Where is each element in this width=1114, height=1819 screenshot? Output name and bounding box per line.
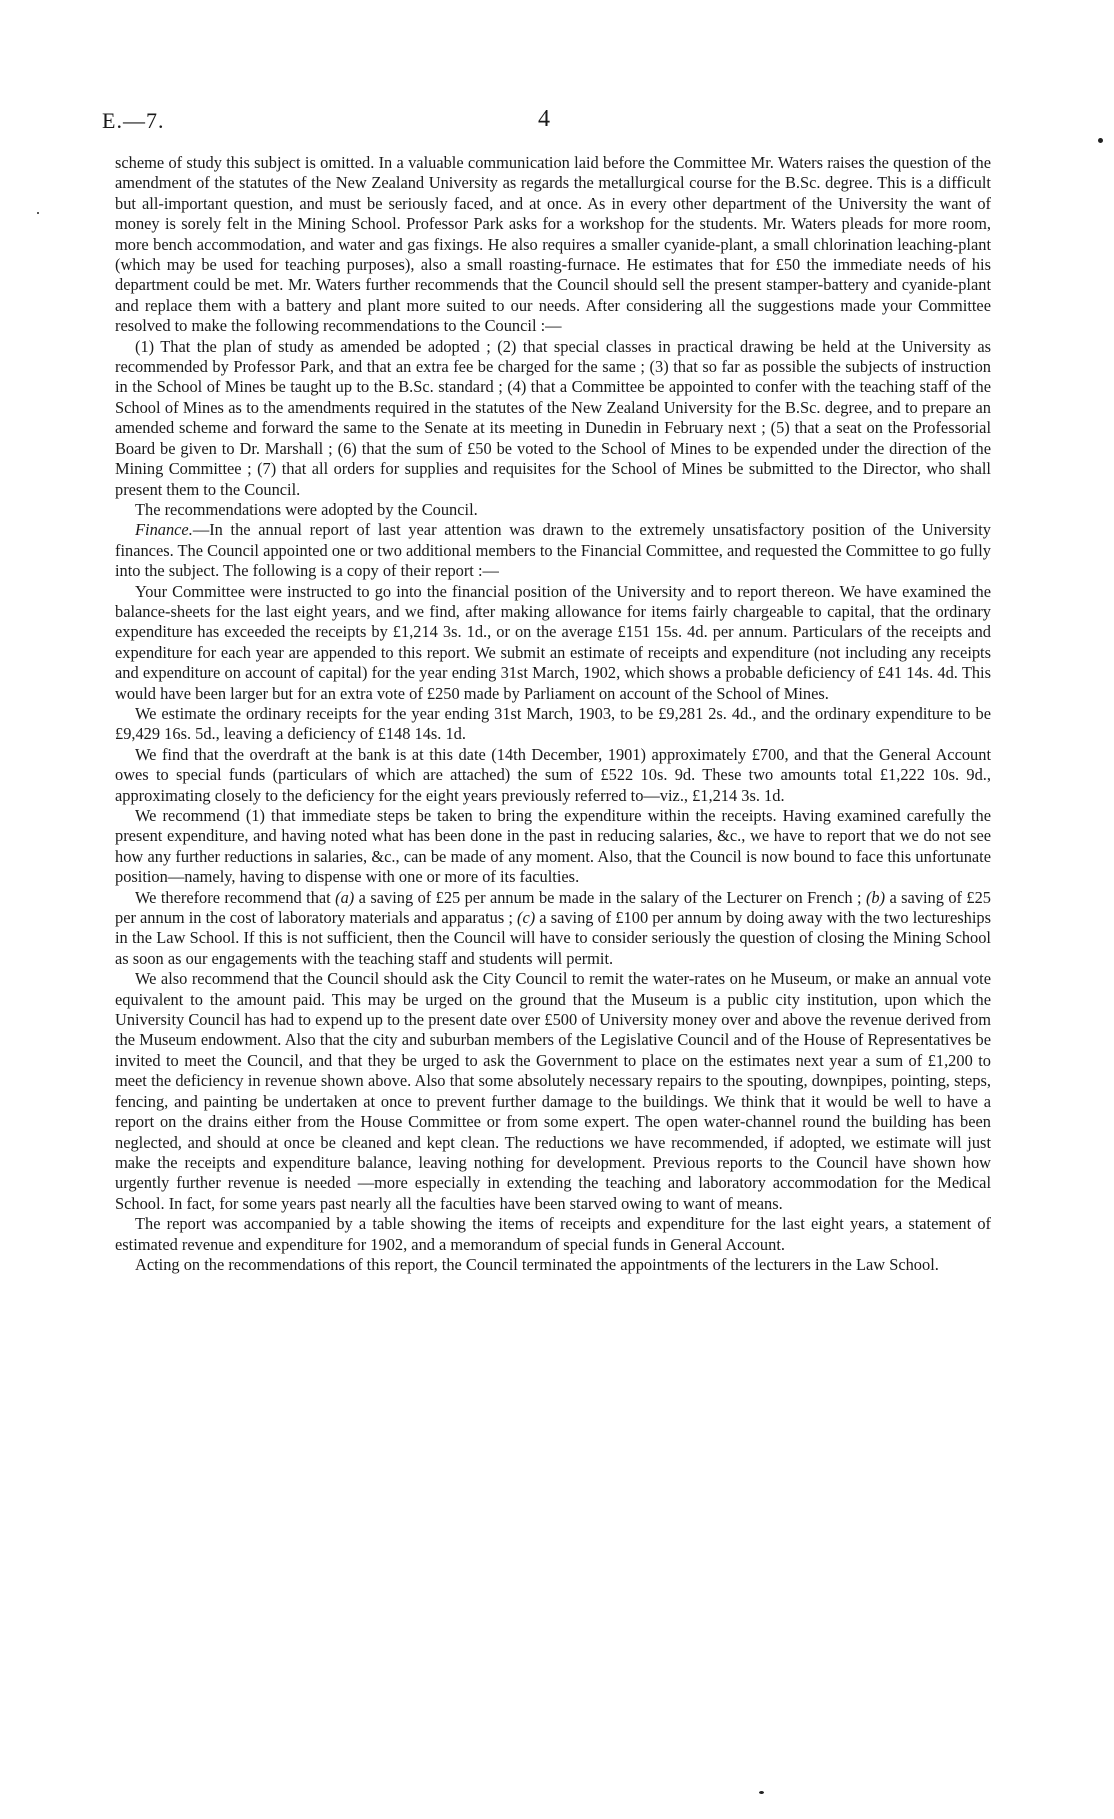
savings-c-label: (c)	[517, 908, 536, 928]
finance-heading: Finance.	[135, 520, 193, 540]
savings-lead: We therefore recommend that	[135, 887, 336, 907]
paragraph-savings	[115, 888, 991, 970]
paragraph-committee-report: Your Committee were instructed to go into the financial position of the University and to report thereon. We have examined the balance-sheets for the last eight years, and we find, after making allowance for items fairly chargeable to capital, that the ordinary expenditure has exceeded the receipts by £1,214 3s. 1d., or on the average £151 15s. 4d. per annum. Particulars of the receipts and expenditure for each year are appended to this report. We submit an estimate of receipts and expenditure (not including any receipts and expenditure on account of capital) for the year ending 31st March, 1902, which shows a probable deficiency of £41 14s. 4d. This would have been larger but for an extra vote of £250 made by Parliament on account of the School of Mines.	[115, 581, 991, 703]
scan-speck	[759, 1791, 764, 1794]
scan-speck	[1098, 138, 1103, 143]
paragraph-museum: We also recommend that the Council should ask the City Council to remit the water-rates on he Museum, or make an annual vote equivalent to the amount paid. This may be urged on the ground that the Museum is a public city institution, upon which the University Council has had to expend up to the present date over £500 of University money over and above the revenue derived from the Museum endowment. Also that the city and suburban members of the Legislative Council and of the House of Representatives be invited to meet the Council, and that they be urged to ask the Government to place on the estimates next year a sum of £1,200 to meet the deficiency in revenue shown above. Also that some absolutely necessary repairs to the spouting, downpipes, pointing, steps, fencing, and painting be undertaken at once to prevent further damage to the buildings. We think that it would be well to have a report on the drains either from the House Committee or from some expert. The open water-channel round the building has been neglected, and should at once be cleaned and kept clean. The reductions we have recommended, if adopted, we estimate will just make the receipts and expenditure balance, leaving nothing for development. Previous reports to the Council have shown how urgently further revenue is needed —more especially in extending the teaching and laboratory accommodation for the Medical School. In fact, for some years past nearly all the faculties have been starved owing to want of means.	[115, 969, 991, 1213]
paragraph-recommendations-list: (1) That the plan of study as amended be adopted ; (2) that special classes in practical drawing be held at the University as recommended by Professor Park, and that an extra fee be charged for the same ; (3) that so far as possible the subjects of instruction in the School of Mines be taught up to the B.Sc. standard ; (4) that a Committee be appointed to confer with the teaching staff of the School of Mines as to the amendments required in the statutes of the New Zealand University for the B.Sc. degree, and to prepare an amended scheme and forward the same to the Senate at its meeting in Dunedin in February next ; (5) that a seat on the Professorial Board be given to Dr. Marshall ; (6) that the sum of £50 be voted to the School of Mines to be expended under the direction of the Mining Committee ; (7) that all orders for supplies and requisites for the School of Mines be submitted to the Director, who shall present them to the Council.	[115, 336, 991, 499]
paragraph-recommend-expenditure: We recommend (1) that immediate steps be taken to bring the expenditure within the receipts. Having examined carefully the present expenditure, and having noted what has been done in the past in reducing salaries, &c., we have to report that we do not see how any further reductions in salaries, &c., can be made of any moment. Also, that the Council is now bound to face this unfortunate position—namely, having to dispense with one or more of its faculties.	[115, 806, 991, 887]
report-code: E.—7.	[102, 108, 165, 133]
savings-c-text: a saving of £100 per annum by doing away with the two lectureships in the Law School. If this is not sufficient, then the Council will have to consider seriously the question of closing the Mining School as soon as our engagements with the teaching staff and students will permit.	[115, 908, 991, 968]
finance-text: —In the annual report of last year attention was drawn to the extremely unsatisfactory position of the University finances. The Council appointed one or two additional members to the Financial Committee, and requested the Committee to go fully into the subject. The following is a copy of their report :—	[115, 520, 991, 581]
paragraph-law-school: Acting on the recommendations of this report, the Council terminated the appointments of the lecturers in the Law School.	[135, 1254, 939, 1274]
paragraph-mining-school: scheme of study this subject is omitted. In a valuable communication laid before the Committee Mr. Waters raises the question of the amendment of the statutes of the New Zealand University as regards the metallurgical course for the B.Sc. degree. This is a difficult but all-important question, and must be seriously faced, and at once. As in every other department of the University the want of money is sorely felt in the Mining School. Professor Park asks for a workshop for the students. Mr. Waters pleads for more room, more bench accommodation, and water and gas fixings. He also requires a smaller cyanide-plant, a small chlorination leaching-plant (which may be used for teaching purposes), also a small roasting-furnace. He estimates that for £50 the immediate needs of his department could be met. Mr. Waters further recommends that the Council should sell the present stamper-battery and cyanide-plant and replace them with a battery and plant more suited to our needs. After considering all the suggestions made your Committee resolved to make the following recommendations to the Council :—	[115, 153, 991, 336]
savings-a-label: (a)	[335, 887, 355, 907]
body-text	[115, 153, 991, 1275]
savings-a-text: a saving of £25 per annum be made in the salary of the Lecturer on French ;	[354, 887, 866, 907]
scan-speck	[37, 212, 39, 214]
paragraph-overdraft: We find that the overdraft at the bank is at this date (14th December, 1901) approximately £700, and that the General Account owes to special funds (particulars of which are attached) the sum of £522 10s. 9d. These two amounts total £1,222 10s. 9d., approximating closely to the deficiency for the eight years previously referred to—viz., £1,214 3s. 1d.	[115, 744, 991, 805]
savings-b-label: (b)	[865, 887, 886, 907]
page-number: 4	[538, 106, 550, 132]
savings-b-text: a saving of £25 per annum in the cost of laboratory materials and apparatus ;	[115, 887, 991, 928]
paragraph-table-note: The report was accompanied by a table showing the items of receipts and expenditure for the last eight years, a statement of estimated revenue and expenditure for 1902, and a memorandum of special funds in General Account.	[115, 1214, 991, 1254]
paragraph-finance	[115, 520, 991, 581]
paragraph-recommendations-adopted: The recommendations were adopted by the Council.	[135, 499, 478, 519]
paragraph-estimate-1903: We estimate the ordinary receipts for the year ending 31st March, 1903, to be £9,281 2s. 4d., and the ordinary expenditure to be £9,429 16s. 5d., leaving a deficiency of £148 14s. 1d.	[115, 703, 991, 744]
